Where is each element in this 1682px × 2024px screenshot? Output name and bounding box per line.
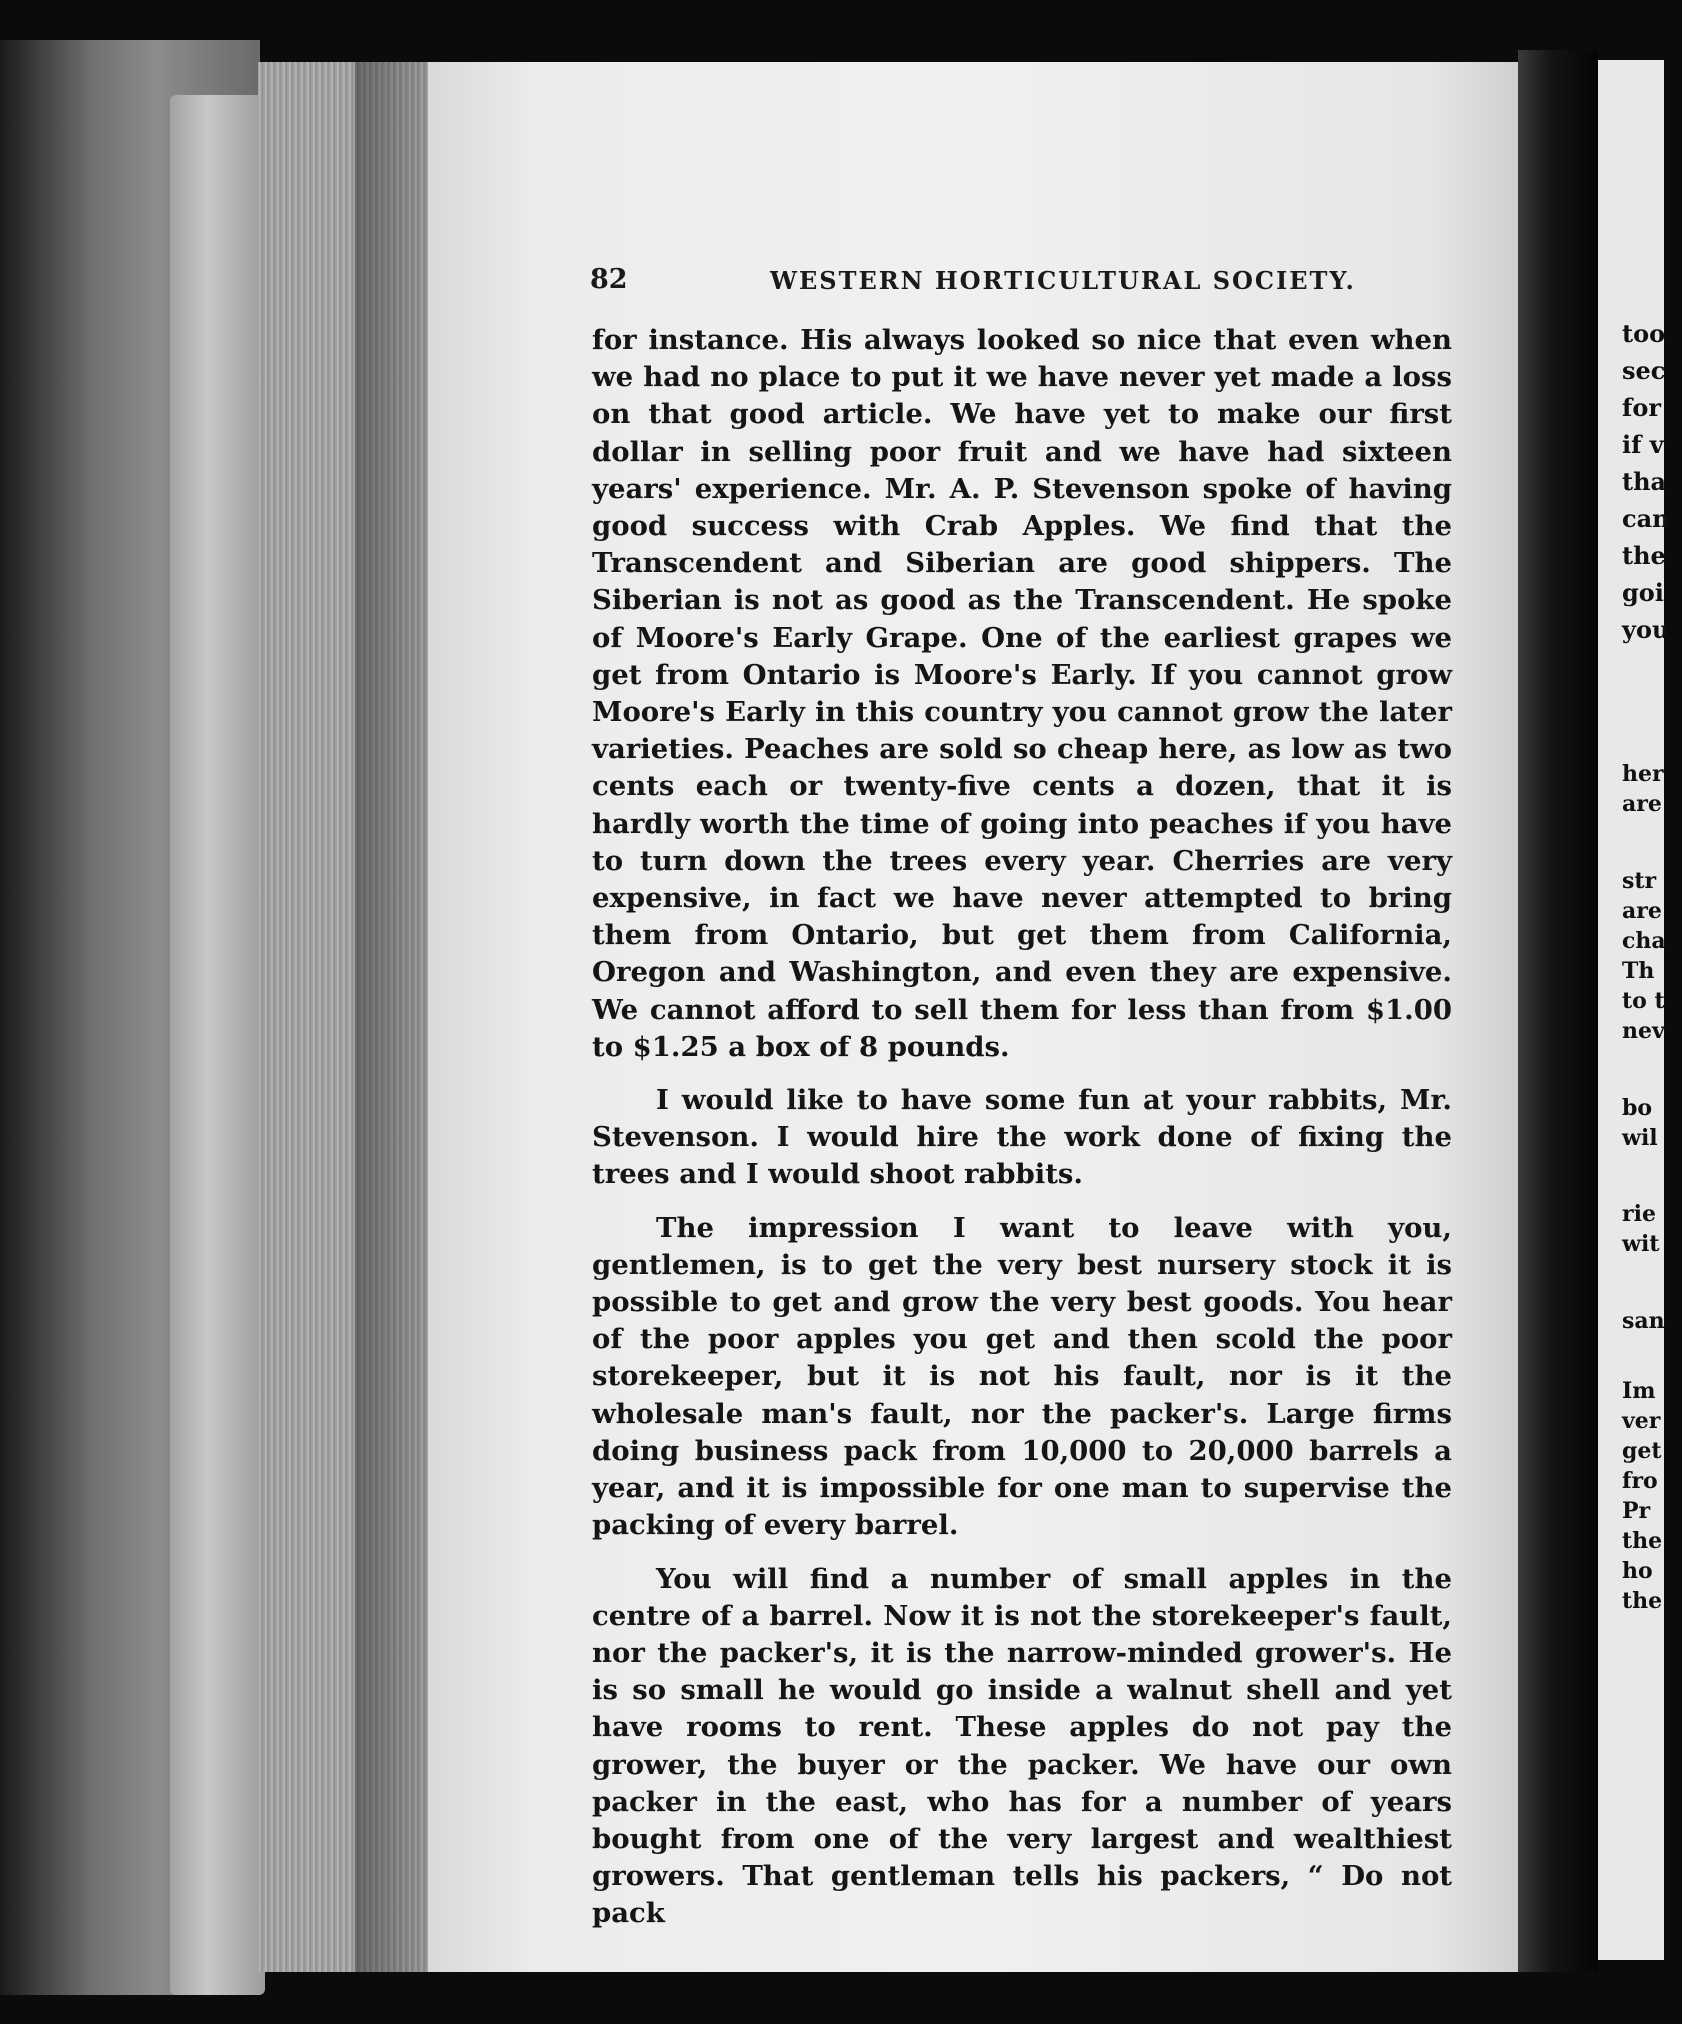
fragment: sec	[1622, 356, 1666, 385]
page-number: 82	[590, 264, 628, 295]
paragraph: The impression I want to leave with you, gentlemen, is to get the very best nursery stock it is possible to get and grow the very best goods. You hear of the poor apples you get and then scold the poor storekeeper, but it is not his fault, nor is it the wholesale man's fault, nor the packer's. Large firms doing business pack from 10,000 to 20,000 barrels a year, and it is impossible for one man to supervise the packing of every barrel.	[592, 1211, 1452, 1542]
fragment: too	[1622, 319, 1666, 348]
fragment: ho	[1622, 1558, 1653, 1584]
fragment: nev	[1622, 1018, 1665, 1044]
page-edges-shadow	[355, 62, 430, 1972]
fragment: wil	[1622, 1125, 1658, 1151]
fragment: for	[1622, 393, 1661, 422]
fragment: get	[1622, 1438, 1662, 1464]
running-head: WESTERN HORTICULTURAL SOCIETY.	[770, 266, 1356, 295]
book-gutter	[1518, 50, 1598, 1980]
fragment: fro	[1622, 1468, 1658, 1494]
fragment: Th	[1622, 958, 1655, 984]
fragment: the	[1622, 1528, 1663, 1554]
scan-border	[428, 1972, 1664, 2024]
fragment: bo	[1622, 1095, 1653, 1121]
fragment: are	[1622, 791, 1662, 817]
fragment: the	[1622, 541, 1666, 570]
fragment: to t	[1622, 988, 1665, 1014]
paragraph: for instance. His always looked so nice that even when we had no place to put it we have never yet made a loss on that good article. We have yet to make our first dollar in selling poor fruit and we have had sixteen years' experience. Mr. A. P. Stevenson spoke of having good success with Crab Apples. We find that the Transcendent and Siberian are good shippers. The Siberian is not as good as the Transcendent. He spoke of Moore's Early Grape. One of the earliest grapes we get from Ontario is Moore's Early. If you cannot grow Moore's Early in this country you cannot grow the later varieties. Peaches are sold so cheap here, as low as two cents each or twenty-five cents a dozen, that it is hardly worth the time of going into peaches if you have to turn down the trees every year. Cherries are very expensive, in fact we have never attempted to bring them from Ontario, but get them from California, Oregon and Washington, and even they are expensive. We cannot afford to sell them for less than from $1.00 to $1.25 a box of 8 pounds.	[592, 324, 1452, 1063]
fragment: the	[1622, 1588, 1663, 1614]
fragment: you	[1622, 615, 1670, 644]
paragraph: You will find a number of small apples in the centre of a barrel. Now it is not the storekeeper's fault, nor the packer's, it is the narrow-minded grower's. He is so small he would go inside a walnut shell and yet have rooms to rent. These apples do not pay the grower, the buyer or the packer. We have our own packer in the east, who has for a number of years bought from one of the very largest and wealthiest growers. That gentleman tells his packers, “ Do not pack	[592, 1562, 1452, 1930]
book-binding-strip	[170, 95, 265, 1995]
fragment: are	[1622, 898, 1662, 924]
body-text	[592, 322, 1452, 1949]
fragment: can	[1622, 504, 1670, 533]
fragment: ver	[1622, 1408, 1661, 1434]
fragment: her	[1622, 761, 1664, 787]
fragment: san	[1622, 1308, 1665, 1334]
fragment: rie	[1622, 1201, 1656, 1227]
fragment: str	[1622, 868, 1657, 894]
fragment: Pr	[1622, 1498, 1651, 1524]
fragment: if v	[1622, 430, 1664, 459]
fragment: Im	[1622, 1378, 1656, 1404]
paragraph: I would like to have some fun at your rabbits, Mr. Stevenson. I would hire the work done of fixing the trees and I would shoot rabbits.	[592, 1084, 1452, 1191]
fragment: cha	[1622, 928, 1666, 954]
fragment: wit	[1622, 1231, 1660, 1257]
fragment: goi	[1622, 578, 1664, 607]
fragment: tha	[1622, 467, 1667, 496]
